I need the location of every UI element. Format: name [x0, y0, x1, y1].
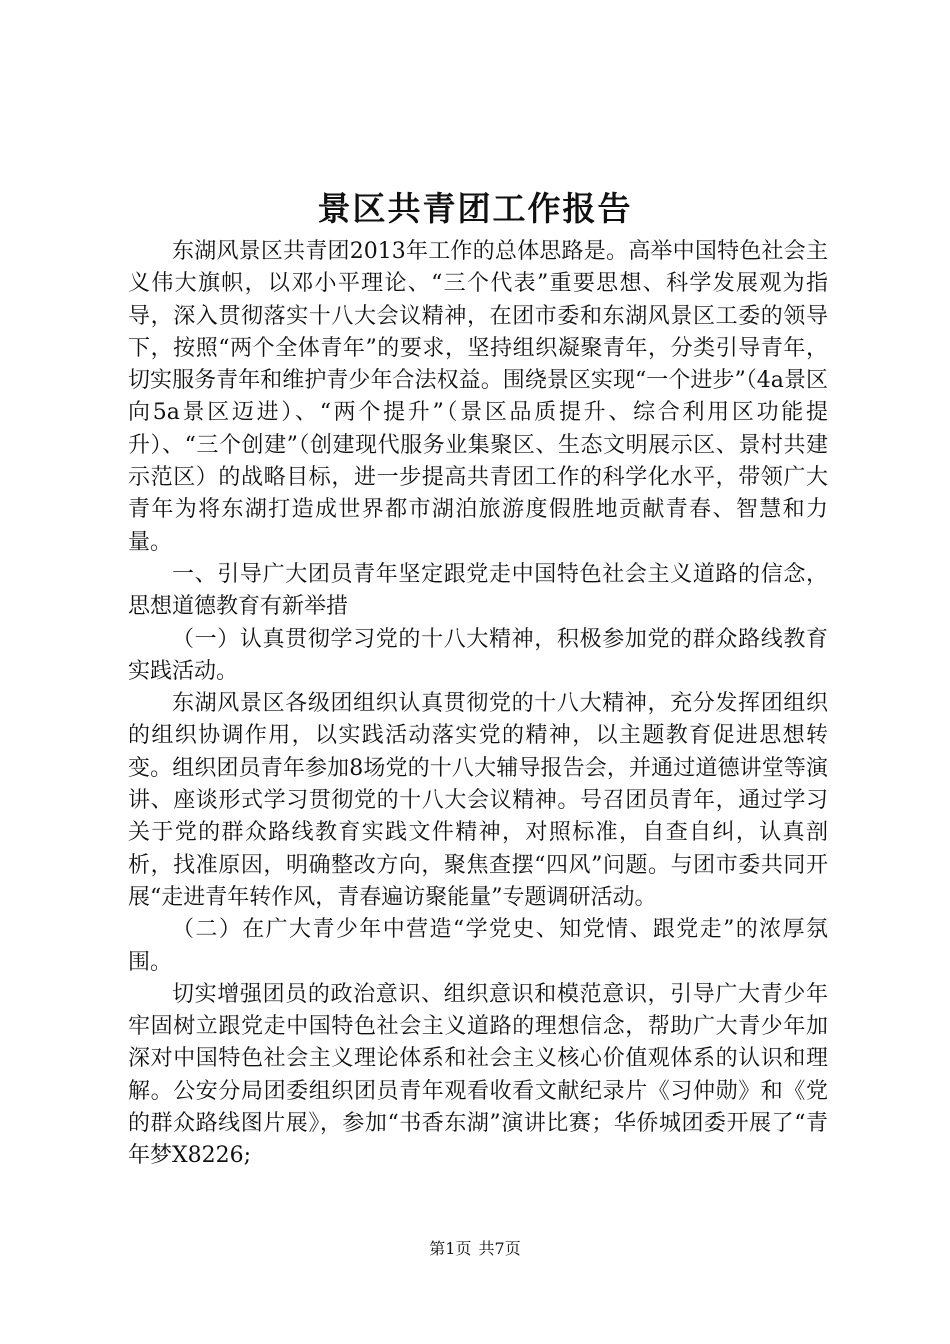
document-body [128, 236, 828, 1173]
subsection-heading-2: （二）在广大青少年中营造“学党史、知党情、跟党走”的浓厚氛围。 [128, 917, 828, 975]
paragraph-subsection-2: 切实增强团员的政治意识、组织意识和模范意识，引导广大青少年牢固树立跟党走中国特色社会主义道路的理想信念，帮助广大青少年加深对中国特色社会主义理论体系和社会主义核心价值观体系的认识和理解。公安分局团委组织团员青年观看收看文献纪录片《习仲勋》和《党的群众路线图片展》，参加“书香东湖”演讲比赛；华侨城团委开展了“青年梦X8226; [128, 981, 828, 1169]
document-title: 景区共青团工作报告 [317, 189, 633, 228]
page-number: 第1页 [429, 1239, 472, 1258]
paragraph-intro: 东湖风景区共青团2013年工作的总体思路是。高举中国特色社会主义伟大旗帜，以邓小平理论、“三个代表”重要思想、科学发展观为指导，深入贯彻落实十八大会议精神，在团市委和东湖风景区工委的领导下，按照“两个全体青年”的要求，坚持组织凝聚青年，分类引导青年，切实服务青年和维护青少年合法权益。围绕景区实现“一个进步”（4a景区向5a景区迈进）、“两个提升”（景区品质提升、综合利用区功能提升）、“三个创建”（创建现代服务业集聚区、生态文明展示区、景村共建示范区）的战略目标，进一步提高共青团工作的科学化水平，带领广大青年为将东湖打造成世界都市湖泊旅游度假胜地贡献青春、智慧和力量。 [128, 239, 828, 555]
paragraph-subsection-1: 东湖风景区各级团组织认真贯彻党的十八大精神，充分发挥团组织的组织协调作用，以实践活动落实党的精神，以主题教育促进思想转变。组织团员青年参加8场党的十八大辅导报告会，并通过道德讲堂等演讲、座谈形式学习贯彻党的十八大会议精神。号召团员青年，通过学习关于党的群众路线教育实践文件精神，对照标准，自查自纠，认真剖析，找准原因，明确整改方向，聚焦查摆“四风”问题。与团市委共同开展“走进青年转作风，青春遍访聚能量”专题调研活动。 [128, 691, 828, 910]
page-total: 共7页 [478, 1239, 521, 1258]
page-footer [0, 1237, 950, 1261]
subsection-heading-1: （一）认真贯彻学习党的十八大精神，积极参加党的群众路线教育实践活动。 [128, 626, 828, 684]
section-heading-1: 一、引导广大团员青年坚定跟党走中国特色社会主义道路的信念，思想道德教育有新举措 [128, 561, 828, 620]
